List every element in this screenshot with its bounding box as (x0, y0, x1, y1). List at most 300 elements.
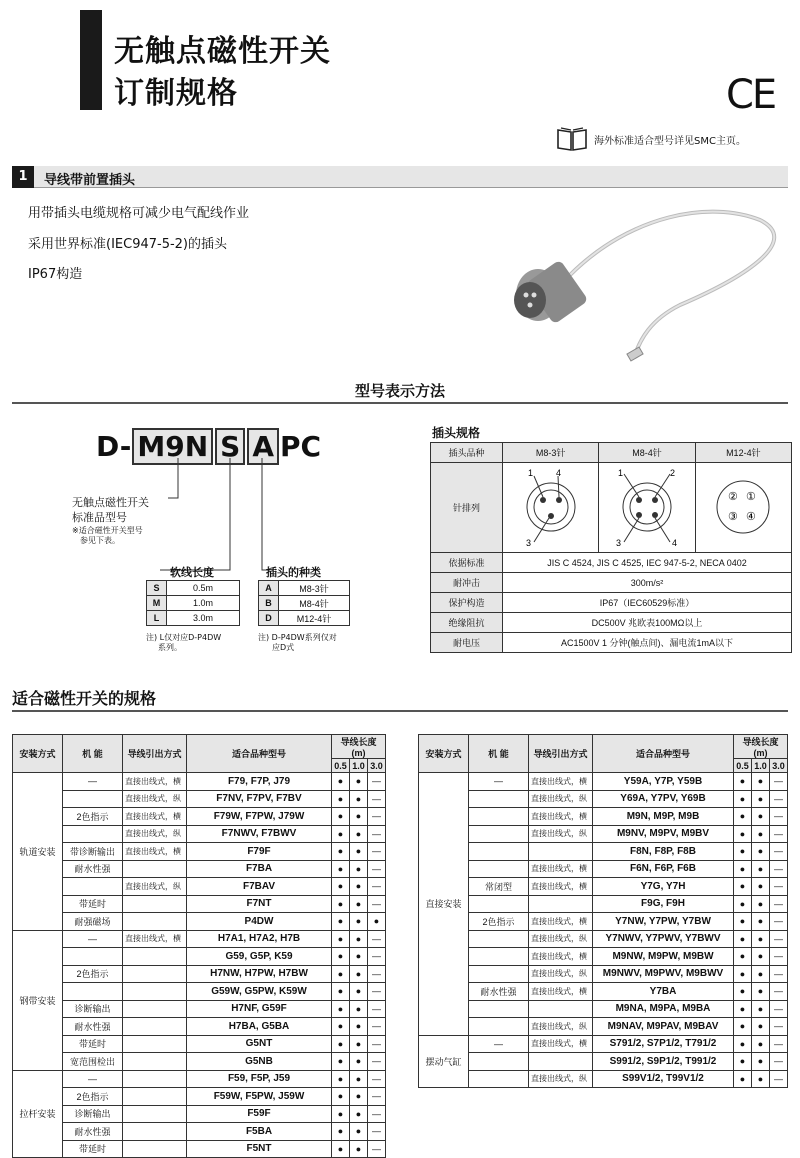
length-cell: ● (752, 1018, 770, 1036)
length-cell: ● (752, 965, 770, 983)
length-cell: ● (752, 895, 770, 913)
length-cell: — (770, 965, 788, 983)
table-row (13, 895, 386, 913)
model-cell: P4DW (187, 913, 332, 931)
model-cell: F6N, F6P, F6B (593, 860, 734, 878)
length-cell: ● (734, 1000, 752, 1018)
func-cell: — (63, 930, 123, 948)
length-cell: — (368, 808, 386, 826)
func-cell: 耐强磁场 (63, 913, 123, 931)
lead-cell (123, 1053, 187, 1071)
model-cell: Y7NW, Y7PW, Y7BW (593, 913, 734, 931)
mount-cell: 钢带安装 (13, 930, 63, 1070)
length-cell: ● (752, 930, 770, 948)
length-cell: ● (734, 825, 752, 843)
length-cell: ● (752, 878, 770, 896)
length-cell: — (368, 930, 386, 948)
table-row (13, 1088, 386, 1106)
model-prefix: D- (96, 430, 132, 463)
table-row (13, 878, 386, 896)
section1-number: 1 (12, 166, 34, 188)
model-leader-lines (0, 458, 420, 578)
lead-cell (123, 983, 187, 1001)
length-cell: — (368, 790, 386, 808)
model-label-1: 无触点磁性开关 (72, 496, 149, 509)
table-row (13, 790, 386, 808)
model-cell: M9NW, M9PW, M9BW (593, 948, 734, 966)
lead-cell: 直接出线式，纵 (123, 790, 187, 808)
svg-text:2: 2 (669, 467, 675, 478)
model-section-heading: 型号表示方法 (354, 382, 445, 400)
model-cell: S991/2, S9P1/2, T991/2 (593, 1053, 734, 1071)
length-cell: ● (332, 895, 350, 913)
table-row (419, 948, 788, 966)
connector-table: A M8-3针 B M8-4针 D M12-4针 (258, 580, 350, 626)
length-table: S 0.5m M 1.0m L 3.0m (146, 580, 240, 626)
func-cell: 常闭型 (469, 878, 529, 896)
lead-cell: 直接出线式，纵 (529, 1070, 593, 1088)
func-cell (469, 825, 529, 843)
length-cell: ● (350, 773, 368, 791)
length-cell: ● (752, 1070, 770, 1088)
model-note-1: ※适合磁性开关型号 (72, 526, 143, 535)
length-cell: ● (332, 948, 350, 966)
model-cell: F5NT (187, 1140, 332, 1158)
table-row (13, 965, 386, 983)
pin-m8-3 (503, 463, 599, 553)
func-cell (63, 983, 123, 1001)
length-cell: ● (332, 1035, 350, 1053)
table-row (13, 1000, 386, 1018)
lead-cell: 直接出线式，纵 (529, 930, 593, 948)
mount-cell: 轨道安装 (13, 773, 63, 931)
model-cell: H7A1, H7A2, H7B (187, 930, 332, 948)
length-cell: — (368, 1053, 386, 1071)
model-cell: M9N, M9P, M9B (593, 808, 734, 826)
length-cell: ● (332, 860, 350, 878)
length-cell: — (770, 808, 788, 826)
func-cell (63, 825, 123, 843)
length-title: 软线长度 (170, 566, 214, 579)
length-cell: — (770, 948, 788, 966)
lead-cell: 直接出线式，横 (529, 948, 593, 966)
model-cell: Y59A, Y7P, Y59B (593, 773, 734, 791)
func-cell (469, 948, 529, 966)
length-cell: ● (332, 1105, 350, 1123)
func-cell: 2色指示 (63, 808, 123, 826)
length-cell: ● (734, 965, 752, 983)
length-cell: ● (350, 1035, 368, 1053)
table-row (419, 773, 788, 791)
section1-header (12, 166, 788, 188)
length-cell: ● (332, 1123, 350, 1141)
length-cell: ● (734, 913, 752, 931)
lead-cell (529, 843, 593, 861)
func-cell (469, 895, 529, 913)
length-cell: ● (368, 913, 386, 931)
length-cell: — (368, 895, 386, 913)
length-cell: — (368, 965, 386, 983)
lead-cell (123, 1070, 187, 1088)
page-title-line1: 无触点磁性开关 (114, 34, 331, 69)
page-title-line2: 订制规格 (114, 76, 238, 111)
length-cell: ● (734, 878, 752, 896)
length-cell: ● (350, 1018, 368, 1036)
length-cell: ● (752, 808, 770, 826)
lead-cell: 直接出线式，纵 (529, 790, 593, 808)
table-row (13, 913, 386, 931)
lead-cell: 直接出线式，横 (529, 860, 593, 878)
func-cell: 带延时 (63, 895, 123, 913)
model-cell: H7NF, G59F (187, 1000, 332, 1018)
table-row (419, 1053, 788, 1071)
length-cell: — (368, 843, 386, 861)
length-cell: ● (350, 790, 368, 808)
length-cell: — (368, 1105, 386, 1123)
pin-arrangement-label: 针排列 (431, 463, 503, 553)
length-cell: — (368, 983, 386, 1001)
table-row (13, 1123, 386, 1141)
plug-spec-title: 插头规格 (432, 426, 481, 440)
length-cell: ● (734, 983, 752, 1001)
svg-text:④: ④ (746, 510, 757, 523)
model-heading-rule (12, 402, 788, 404)
length-cell: — (770, 1018, 788, 1036)
length-cell: ● (332, 983, 350, 1001)
length-cell: ● (734, 1053, 752, 1071)
lead-cell (529, 1000, 593, 1018)
model-part-model: M9N (132, 428, 213, 465)
table-row (13, 1035, 386, 1053)
length-note-1: 注) L仅对应D-P4DW (146, 633, 222, 642)
length-cell: ● (350, 860, 368, 878)
func-cell: 2色指示 (63, 965, 123, 983)
lead-cell (123, 965, 187, 983)
model-cell: Y69A, Y7PV, Y69B (593, 790, 734, 808)
func-cell: 耐水性强 (63, 1018, 123, 1036)
func-cell: 2色指示 (469, 913, 529, 931)
length-cell: ● (332, 773, 350, 791)
length-cell: — (770, 1035, 788, 1053)
lead-cell (123, 1000, 187, 1018)
table-row (13, 1105, 386, 1123)
table-row (13, 1018, 386, 1036)
length-cell: — (770, 930, 788, 948)
pin-m8-4 (599, 463, 695, 553)
table-row (13, 1053, 386, 1071)
length-cell: ● (734, 948, 752, 966)
length-cell: ● (350, 878, 368, 896)
func-cell: 耐水性强 (469, 983, 529, 1001)
length-cell: ● (752, 1053, 770, 1071)
length-cell: — (770, 773, 788, 791)
model-cell: G59W, G5PW, K59W (187, 983, 332, 1001)
section1-label: 导线带前置插头 (44, 173, 136, 188)
length-cell: ● (734, 773, 752, 791)
svg-text:③: ③ (728, 510, 739, 523)
table-row (419, 965, 788, 983)
length-cell: ● (350, 1053, 368, 1071)
model-cell: H7BA, G5BA (187, 1018, 332, 1036)
table-row (13, 825, 386, 843)
table-row (419, 895, 788, 913)
length-cell: — (368, 948, 386, 966)
length-cell: ● (332, 1053, 350, 1071)
length-cell: — (368, 1018, 386, 1036)
lead-cell (123, 895, 187, 913)
func-cell: 带延时 (63, 1035, 123, 1053)
length-cell: — (770, 878, 788, 896)
model-cell: S99V1/2, T99V1/2 (593, 1070, 734, 1088)
length-cell: ● (332, 1140, 350, 1158)
lead-cell (529, 895, 593, 913)
length-cell: ● (734, 1035, 752, 1053)
length-cell: ● (350, 843, 368, 861)
func-cell (469, 1070, 529, 1088)
length-cell: ● (350, 913, 368, 931)
length-cell: ● (332, 1088, 350, 1106)
model-cell: M9NAV, M9PAV, M9BAV (593, 1018, 734, 1036)
model-label-2: 标准品型号 (72, 511, 127, 524)
cable-connector-image (500, 195, 800, 370)
lead-cell: 直接出线式，纵 (529, 1018, 593, 1036)
length-cell: ● (332, 1018, 350, 1036)
func-cell (469, 808, 529, 826)
length-cell: — (368, 1000, 386, 1018)
feature-1: 用带插头电缆规格可减少电气配线作业 (28, 206, 250, 221)
lead-cell: 直接出线式，横 (529, 773, 593, 791)
length-cell: — (770, 983, 788, 1001)
lead-cell (123, 1035, 187, 1053)
lead-cell (123, 913, 187, 931)
table-row (13, 983, 386, 1001)
length-cell: — (368, 860, 386, 878)
length-cell: ● (752, 790, 770, 808)
mount-cell: 摆动气缸 (419, 1035, 469, 1088)
func-cell: — (63, 773, 123, 791)
lead-cell (123, 1088, 187, 1106)
model-cell: M9NWV, M9PWV, M9BWV (593, 965, 734, 983)
model-cell: Y7G, Y7H (593, 878, 734, 896)
length-cell: ● (752, 773, 770, 791)
length-cell: ● (734, 930, 752, 948)
left-switch-table: 安装方式 机 能 导线引出方式 适合品种型号 导线长度 (m) 0.5 1.0 3.0 轨道安装 — 直接出线式，横 F79, F7P, J79 ● ● — 直接出线式，纵 F7NV, F7PV, F7BV ● ● — 2色指示 直接出线式，横 F79W, F7PW, J79W ● ● — 直接出线式，纵 F7NWV, F7BWV ● ● — 带诊断输出 直接出线式，横 F79F ● ● — 耐水性强 F7BA ● ● — 直接出线式，纵 F7BAV ● ● — 带延时 F7NT ● ● — 耐强磁场 P4DW ● ● ● 钢带安装 — 直接出线式，横 H7A1, H7A2, H7B ● ● — G59, G5P, K59 ● ● — 2色指示 H7NW, H7PW, H7BW ● ● — G59W, G5PW, K59W ● ● — 诊断输出 H7NF, G59F ● ● — 耐水性强 H7BA, G5BA ● ● — 带延时 G5NT ● ● — 宽范围检出 G5NB ● ● — 拉杆安装 — F59, F5P, J59 ● ● — 2色指示 F59W, F5PW, J59W ● ● — 诊断输出 F59F ● ● — 耐水性强 F5BA ● ● — 带延时 F5NT ● ● — (12, 734, 386, 1158)
model-cell: Y7NWV, Y7PWV, Y7BWV (593, 930, 734, 948)
model-cell: F7NT (187, 895, 332, 913)
length-cell: — (368, 825, 386, 843)
svg-text:①: ① (746, 490, 757, 503)
length-cell: — (770, 1070, 788, 1088)
connector-note-1: 注) D-P4DW系列仅对 (258, 633, 337, 642)
length-cell: ● (350, 1088, 368, 1106)
plug-spec-table: 插头品种 M8-3针 M8-4针 M12-4针 针排列 1 4 3 1 2 4 3 ② ① ③ ④ 依据标准 JIS C 4524, JIS C 4525, IEC 947-5-2, NECA 0402 耐冲击 300m/s² 保护构造 IP67（IEC60529标准） 绝缘阻抗 DC500V 兆欧表100MΩ以上 耐电压 AC1500V 1 分钟(触点间)、漏电流1mA以下 (430, 442, 792, 653)
length-cell: ● (752, 983, 770, 1001)
section2-title: 适合磁性开关的规格 (12, 689, 157, 708)
model-cell: M9NV, M9PV, M9BV (593, 825, 734, 843)
lead-cell: 直接出线式，横 (529, 983, 593, 1001)
func-cell (469, 1053, 529, 1071)
length-cell: ● (734, 1018, 752, 1036)
connector-title: 插头的种类 (266, 566, 321, 579)
lead-cell: 直接出线式，横 (529, 808, 593, 826)
lead-cell: 直接出线式，横 (123, 843, 187, 861)
length-cell: — (368, 773, 386, 791)
svg-text:1: 1 (527, 467, 533, 478)
lead-cell: 直接出线式，横 (529, 878, 593, 896)
lead-cell: 直接出线式，纵 (529, 965, 593, 983)
mount-cell: 直接安装 (419, 773, 469, 1036)
func-cell: 耐水性强 (63, 1123, 123, 1141)
length-cell: ● (752, 948, 770, 966)
length-cell: ● (332, 913, 350, 931)
table-row (419, 825, 788, 843)
length-cell: ● (752, 825, 770, 843)
model-note-2: 参见下表。 (80, 536, 120, 545)
table-row (13, 773, 386, 791)
lead-cell (123, 1105, 187, 1123)
length-cell: — (770, 860, 788, 878)
length-cell: ● (332, 1070, 350, 1088)
length-cell: ● (350, 948, 368, 966)
length-cell: — (770, 825, 788, 843)
lead-cell (123, 860, 187, 878)
length-cell: ● (752, 843, 770, 861)
model-part-length: S (215, 428, 245, 465)
length-cell: ● (350, 1105, 368, 1123)
length-cell: — (770, 843, 788, 861)
length-cell: — (770, 1000, 788, 1018)
length-cell: — (770, 913, 788, 931)
length-cell: ● (734, 1070, 752, 1088)
lead-cell: 直接出线式，横 (123, 773, 187, 791)
length-cell: — (368, 1123, 386, 1141)
length-cell: ● (350, 1140, 368, 1158)
table-row (419, 930, 788, 948)
lead-cell (123, 948, 187, 966)
lead-cell (529, 1053, 593, 1071)
func-cell: 2色指示 (63, 1088, 123, 1106)
table-row (419, 913, 788, 931)
table-row (13, 860, 386, 878)
table-row (419, 790, 788, 808)
func-cell (469, 930, 529, 948)
length-cell: ● (332, 930, 350, 948)
svg-text:4: 4 (555, 467, 561, 478)
func-cell: 诊断输出 (63, 1000, 123, 1018)
lead-cell: 直接出线式，横 (529, 913, 593, 931)
table-row (419, 1070, 788, 1088)
lead-cell: 直接出线式，横 (123, 930, 187, 948)
lead-cell: 直接出线式，纵 (123, 878, 187, 896)
length-cell: — (770, 790, 788, 808)
length-cell: ● (734, 895, 752, 913)
func-cell: 带诊断输出 (63, 843, 123, 861)
func-cell: — (469, 773, 529, 791)
model-cell: F79W, F7PW, J79W (187, 808, 332, 826)
lead-cell: 直接出线式，横 (123, 808, 187, 826)
length-cell: ● (332, 1000, 350, 1018)
length-cell: — (368, 1070, 386, 1088)
table-row (13, 808, 386, 826)
length-cell: ● (332, 843, 350, 861)
lead-cell (123, 1123, 187, 1141)
length-cell: ● (332, 878, 350, 896)
func-cell (63, 790, 123, 808)
lead-cell: 直接出线式，纵 (529, 825, 593, 843)
length-cell: — (770, 1053, 788, 1071)
length-cell: — (368, 1140, 386, 1158)
connector-note-2: 应D式 (272, 643, 295, 652)
length-cell: — (770, 895, 788, 913)
model-cell: F7NWV, F7BWV (187, 825, 332, 843)
table-row (13, 930, 386, 948)
length-cell: ● (332, 825, 350, 843)
func-cell: — (469, 1035, 529, 1053)
model-cell: F7NV, F7PV, F7BV (187, 790, 332, 808)
func-cell (469, 1018, 529, 1036)
func-cell (469, 965, 529, 983)
func-cell: 带延时 (63, 1140, 123, 1158)
func-cell: — (63, 1070, 123, 1088)
model-cell: H7NW, H7PW, H7BW (187, 965, 332, 983)
svg-text:3: 3 (615, 537, 621, 548)
length-cell: ● (350, 1123, 368, 1141)
model-cell: G59, G5P, K59 (187, 948, 332, 966)
func-cell: 耐水性强 (63, 860, 123, 878)
func-cell (63, 878, 123, 896)
lead-cell: 直接出线式，纵 (123, 825, 187, 843)
table-row (13, 948, 386, 966)
length-cell: ● (752, 1035, 770, 1053)
feature-3: IP67构造 (28, 267, 83, 282)
length-cell: ● (350, 825, 368, 843)
table-row (13, 843, 386, 861)
ce-mark: CE (726, 72, 776, 118)
model-cell: F79F (187, 843, 332, 861)
table-row (419, 860, 788, 878)
model-cell: G5NB (187, 1053, 332, 1071)
book-icon (556, 126, 588, 152)
length-cell: — (368, 1035, 386, 1053)
length-cell: ● (350, 930, 368, 948)
svg-text:②: ② (728, 490, 739, 503)
table-row (419, 1000, 788, 1018)
model-cell: Y7BA (593, 983, 734, 1001)
func-cell: 宽范围检出 (63, 1053, 123, 1071)
func-cell: 诊断输出 (63, 1105, 123, 1123)
length-cell: ● (350, 1070, 368, 1088)
length-cell: ● (734, 808, 752, 826)
model-cell: F9G, F9H (593, 895, 734, 913)
length-note-2: 系列。 (158, 643, 182, 652)
length-cell: ● (332, 808, 350, 826)
length-cell: ● (332, 965, 350, 983)
model-cell: F7BAV (187, 878, 332, 896)
table-row (419, 843, 788, 861)
func-cell (63, 948, 123, 966)
func-cell (469, 1000, 529, 1018)
length-cell: ● (734, 790, 752, 808)
length-cell: ● (752, 1000, 770, 1018)
table-row (13, 1070, 386, 1088)
length-cell: ● (350, 983, 368, 1001)
func-cell (469, 843, 529, 861)
mount-cell: 拉杆安装 (13, 1070, 63, 1158)
model-cell: F59, F5P, J59 (187, 1070, 332, 1088)
length-cell: — (368, 878, 386, 896)
model-cell: F5BA (187, 1123, 332, 1141)
func-cell (469, 860, 529, 878)
